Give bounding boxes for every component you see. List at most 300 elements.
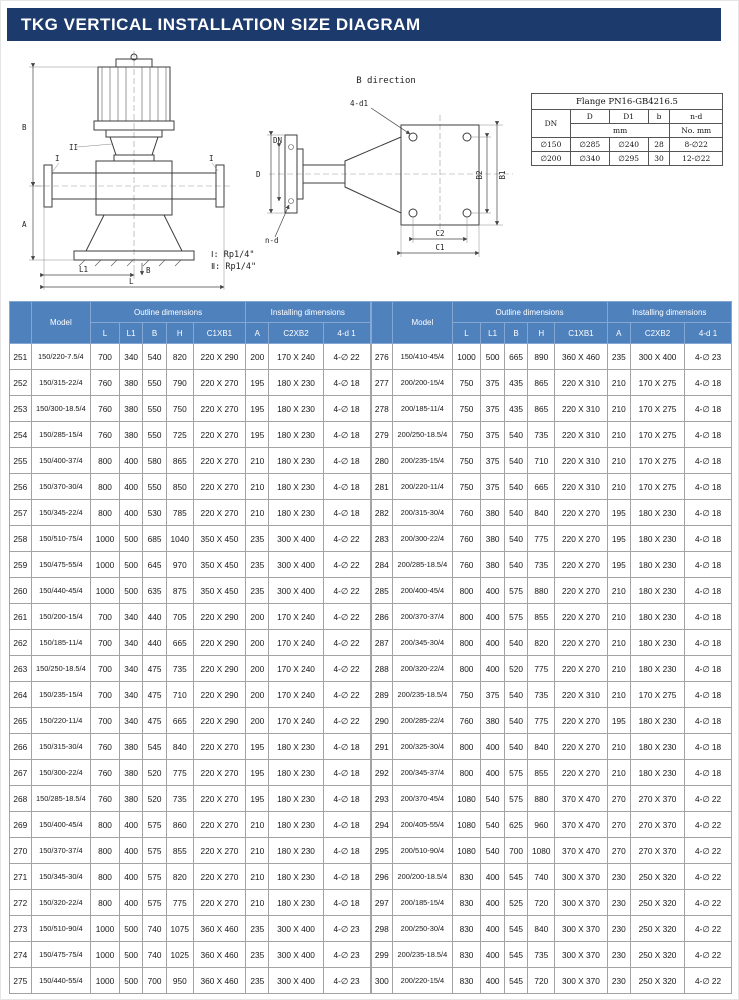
model-cell: 150/510-90/4 bbox=[31, 916, 90, 942]
dimension-value-cell: 865 bbox=[166, 448, 193, 474]
dimension-value-cell: 700 bbox=[91, 708, 120, 734]
dimension-value-cell: 760 bbox=[91, 396, 120, 422]
dim-B2-label: B2 bbox=[475, 170, 484, 180]
dimension-value-cell: 500 bbox=[119, 552, 142, 578]
dimension-value-cell: 540 bbox=[504, 682, 527, 708]
dimension-value-cell: 400 bbox=[481, 864, 504, 890]
row-number-cell: 289 bbox=[371, 682, 393, 708]
dimension-value-cell: 440 bbox=[143, 630, 166, 656]
dimension-value-cell: 230 bbox=[607, 942, 630, 968]
col-header-C2XB2: C2XB2 bbox=[269, 323, 323, 344]
dimension-value-cell: 4-∅ 18 bbox=[323, 890, 370, 916]
table-row bbox=[10, 708, 371, 734]
model-cell: 150/345-30/4 bbox=[31, 864, 90, 890]
dimension-value-cell: 250 X 320 bbox=[630, 942, 684, 968]
dimension-value-cell: 1000 bbox=[91, 526, 120, 552]
dimension-value-cell: 820 bbox=[166, 344, 193, 370]
col-header-4d1: 4-d 1 bbox=[323, 323, 370, 344]
table-row bbox=[10, 526, 371, 552]
dimension-value-cell: 380 bbox=[481, 526, 504, 552]
model-cell: 200/345-37/4 bbox=[393, 760, 452, 786]
flange-unit-nd: No. mm bbox=[670, 124, 723, 138]
dimension-value-cell: 700 bbox=[504, 838, 527, 864]
dim-C1-label: C1 bbox=[435, 243, 445, 252]
dimension-value-cell: 195 bbox=[246, 370, 269, 396]
dimension-value-cell: 1000 bbox=[91, 916, 120, 942]
dimension-value-cell: 4-∅ 22 bbox=[323, 344, 370, 370]
dimension-value-cell: 360 X 460 bbox=[193, 942, 245, 968]
dimension-value-cell: 220 X 290 bbox=[193, 708, 245, 734]
dimension-value-cell: 735 bbox=[528, 942, 555, 968]
col-header-L: L bbox=[452, 323, 481, 344]
dimension-value-cell: 540 bbox=[504, 526, 527, 552]
dimension-value-cell: 840 bbox=[528, 734, 555, 760]
dimension-value-cell: 750 bbox=[452, 474, 481, 500]
table-row bbox=[10, 578, 371, 604]
dimension-value-cell: 300 X 400 bbox=[269, 942, 323, 968]
dimension-value-cell: 4-∅ 22 bbox=[685, 838, 732, 864]
dim-DN-label: DN bbox=[273, 136, 283, 145]
model-cell: 200/220-11/4 bbox=[393, 474, 452, 500]
motor-fins bbox=[102, 67, 166, 121]
model-cell: 200/250-30/4 bbox=[393, 916, 452, 942]
flange-col-nd: n-d bbox=[670, 110, 723, 124]
installing-group-header: Installing dimensions bbox=[246, 302, 370, 323]
dimension-value-cell: 4-∅ 22 bbox=[323, 604, 370, 630]
dimension-value-cell: 855 bbox=[528, 604, 555, 630]
dimension-value-cell: 4-∅ 18 bbox=[323, 370, 370, 396]
dimension-value-cell: 270 bbox=[607, 786, 630, 812]
dimension-value-cell: 220 X 290 bbox=[193, 656, 245, 682]
dimension-value-cell: 740 bbox=[143, 942, 166, 968]
dimension-value-cell: 220 X 290 bbox=[193, 682, 245, 708]
dimension-value-cell: 180 X 230 bbox=[269, 734, 323, 760]
row-number-cell: 254 bbox=[10, 422, 32, 448]
row-number-cell: 263 bbox=[10, 656, 32, 682]
dimension-value-cell: 750 bbox=[452, 396, 481, 422]
dimension-value-cell: 760 bbox=[91, 422, 120, 448]
dimension-value-cell: 195 bbox=[246, 422, 269, 448]
row-number-cell: 280 bbox=[371, 448, 393, 474]
dimension-value-cell: 750 bbox=[452, 370, 481, 396]
table-row bbox=[371, 552, 732, 578]
dimension-value-cell: 790 bbox=[166, 370, 193, 396]
view-b-arrow-label: B bbox=[146, 266, 151, 275]
flange-col-d1: D1 bbox=[609, 110, 648, 124]
dimension-value-cell: 580 bbox=[143, 448, 166, 474]
dimension-value-cell: 4-∅ 22 bbox=[685, 942, 732, 968]
dimension-value-cell: 800 bbox=[452, 734, 481, 760]
flange-value-cell: 28 bbox=[648, 138, 670, 152]
dimension-value-cell: 340 bbox=[119, 708, 142, 734]
dimension-value-cell: 4-∅ 23 bbox=[685, 344, 732, 370]
flange-bolt-hole bbox=[289, 199, 294, 204]
dimension-value-cell: 210 bbox=[607, 422, 630, 448]
table-row bbox=[10, 630, 371, 656]
dimension-value-cell: 575 bbox=[143, 838, 166, 864]
model-cell: 200/220-15/4 bbox=[393, 968, 452, 994]
dimension-value-cell: 380 bbox=[119, 760, 142, 786]
model-cell: 150/400-45/4 bbox=[31, 812, 90, 838]
dimension-value-cell: 4-∅ 18 bbox=[685, 760, 732, 786]
dimension-value-cell: 220 X 270 bbox=[555, 734, 607, 760]
dimension-value-cell: 180 X 230 bbox=[269, 396, 323, 422]
dimension-value-cell: 220 X 290 bbox=[193, 344, 245, 370]
table-row bbox=[371, 734, 732, 760]
dimension-value-cell: 540 bbox=[504, 422, 527, 448]
table-row bbox=[371, 396, 732, 422]
col-header-L: L bbox=[91, 323, 120, 344]
dimension-value-cell: 300 X 370 bbox=[555, 916, 607, 942]
table-row bbox=[371, 968, 732, 994]
dimension-value-cell: 4-∅ 22 bbox=[323, 656, 370, 682]
dimension-value-cell: 350 X 450 bbox=[193, 578, 245, 604]
col-header-C1XB1: C1XB1 bbox=[555, 323, 607, 344]
dimension-value-cell: 220 X 270 bbox=[193, 786, 245, 812]
row-number-cell: 279 bbox=[371, 422, 393, 448]
dimension-value-cell: 340 bbox=[119, 682, 142, 708]
dimension-value-cell: 270 bbox=[607, 812, 630, 838]
dimension-value-cell: 475 bbox=[143, 682, 166, 708]
dimension-table-left bbox=[9, 301, 371, 994]
dimension-value-cell: 880 bbox=[528, 578, 555, 604]
dimension-value-cell: 210 bbox=[607, 370, 630, 396]
table-row bbox=[10, 500, 371, 526]
model-header: Model bbox=[393, 302, 452, 344]
dimension-value-cell: 575 bbox=[143, 890, 166, 916]
dimension-value-cell: 820 bbox=[166, 864, 193, 890]
dimension-value-cell: 1025 bbox=[166, 942, 193, 968]
dimension-value-cell: 4-∅ 18 bbox=[685, 578, 732, 604]
dimension-value-cell: 340 bbox=[119, 656, 142, 682]
dimension-value-cell: 830 bbox=[452, 864, 481, 890]
table-row bbox=[371, 422, 732, 448]
dimension-value-cell: 960 bbox=[528, 812, 555, 838]
dimension-value-cell: 200 bbox=[246, 630, 269, 656]
dimension-value-cell: 760 bbox=[91, 370, 120, 396]
table-row bbox=[371, 942, 732, 968]
installing-group-header: Installing dimensions bbox=[607, 302, 731, 323]
dimension-value-cell: 210 bbox=[607, 448, 630, 474]
dimension-value-cell: 800 bbox=[91, 890, 120, 916]
model-cell: 200/185-15/4 bbox=[393, 890, 452, 916]
dimension-value-cell: 735 bbox=[528, 422, 555, 448]
dimension-value-cell: 300 X 400 bbox=[630, 344, 684, 370]
dimension-value-cell: 375 bbox=[481, 370, 504, 396]
mount-hole bbox=[463, 209, 471, 217]
model-cell: 150/315-22/4 bbox=[31, 370, 90, 396]
dimension-value-cell: 170 X 240 bbox=[269, 604, 323, 630]
dimension-value-cell: 710 bbox=[528, 448, 555, 474]
dimension-value-cell: 1080 bbox=[528, 838, 555, 864]
dimension-value-cell: 300 X 400 bbox=[269, 916, 323, 942]
dimension-value-cell: 545 bbox=[143, 734, 166, 760]
dimension-value-cell: 235 bbox=[246, 578, 269, 604]
dimension-value-cell: 210 bbox=[607, 396, 630, 422]
dimension-value-cell: 380 bbox=[119, 786, 142, 812]
dimension-value-cell: 4-∅ 18 bbox=[323, 422, 370, 448]
table-row bbox=[10, 890, 371, 916]
dimension-value-cell: 380 bbox=[481, 708, 504, 734]
row-number-cell: 268 bbox=[10, 786, 32, 812]
flange-col-d: D bbox=[570, 110, 609, 124]
dimension-value-cell: 235 bbox=[246, 526, 269, 552]
dimension-value-cell: 1080 bbox=[452, 812, 481, 838]
dimension-value-cell: 4-∅ 18 bbox=[685, 682, 732, 708]
dimension-value-cell: 4-∅ 22 bbox=[323, 552, 370, 578]
dimension-value-cell: 850 bbox=[166, 474, 193, 500]
model-cell: 200/235-18.5/4 bbox=[393, 682, 452, 708]
dimension-value-cell: 180 X 230 bbox=[630, 630, 684, 656]
dn-cell: ∅200 bbox=[532, 152, 571, 166]
dimension-value-cell: 545 bbox=[504, 864, 527, 890]
model-cell: 200/370-45/4 bbox=[393, 786, 452, 812]
corner-header bbox=[10, 302, 32, 344]
dimension-value-cell: 200 bbox=[246, 604, 269, 630]
hole-callout-label: 4-d1 bbox=[349, 99, 369, 108]
row-number-cell: 264 bbox=[10, 682, 32, 708]
dimension-value-cell: 170 X 275 bbox=[630, 448, 684, 474]
dimension-value-cell: 760 bbox=[452, 552, 481, 578]
model-cell: 150/285-18.5/4 bbox=[31, 786, 90, 812]
dimension-value-cell: 220 X 310 bbox=[555, 370, 607, 396]
model-cell: 150/345-22/4 bbox=[31, 500, 90, 526]
table-row bbox=[10, 370, 371, 396]
dimension-value-cell: 220 X 270 bbox=[555, 526, 607, 552]
dimension-value-cell: 735 bbox=[166, 786, 193, 812]
row-number-cell: 285 bbox=[371, 578, 393, 604]
dimension-value-cell: 220 X 310 bbox=[555, 448, 607, 474]
dimension-value-cell: 4-∅ 23 bbox=[323, 942, 370, 968]
table-row bbox=[10, 942, 371, 968]
dimension-value-cell: 200 bbox=[246, 344, 269, 370]
col-header-C2XB2: C2XB2 bbox=[630, 323, 684, 344]
dimension-value-cell: 195 bbox=[607, 526, 630, 552]
row-number-cell: 251 bbox=[10, 344, 32, 370]
dimension-value-cell: 720 bbox=[528, 890, 555, 916]
flange-value-cell: 12-∅22 bbox=[670, 152, 723, 166]
dimension-value-cell: 545 bbox=[504, 968, 527, 994]
row-number-cell: 281 bbox=[371, 474, 393, 500]
dimension-value-cell: 220 X 270 bbox=[193, 422, 245, 448]
dimension-value-cell: 800 bbox=[452, 656, 481, 682]
dimension-value-cell: 4-∅ 18 bbox=[323, 838, 370, 864]
dim-C2-label: C2 bbox=[435, 229, 445, 238]
table-row bbox=[371, 682, 732, 708]
dimension-value-cell: 380 bbox=[481, 552, 504, 578]
ground-hatching bbox=[79, 260, 181, 266]
dimension-value-cell: 170 X 240 bbox=[269, 344, 323, 370]
dimension-value-cell: 4-∅ 22 bbox=[685, 968, 732, 994]
dimension-value-cell: 820 bbox=[528, 630, 555, 656]
model-cell: 150/235-15/4 bbox=[31, 682, 90, 708]
model-cell: 200/325-30/4 bbox=[393, 734, 452, 760]
model-cell: 150/440-55/4 bbox=[31, 968, 90, 994]
dimension-value-cell: 180 X 230 bbox=[630, 656, 684, 682]
dimension-value-cell: 220 X 270 bbox=[193, 734, 245, 760]
dimension-value-cell: 4-∅ 18 bbox=[323, 734, 370, 760]
model-cell: 200/400-45/4 bbox=[393, 578, 452, 604]
dimension-value-cell: 375 bbox=[481, 396, 504, 422]
dimension-value-cell: 340 bbox=[119, 604, 142, 630]
model-cell: 150/410-45/4 bbox=[393, 344, 452, 370]
dimension-value-cell: 950 bbox=[166, 968, 193, 994]
table-row bbox=[371, 812, 732, 838]
mount-hole bbox=[463, 133, 471, 141]
dimension-value-cell: 1000 bbox=[91, 942, 120, 968]
dimension-value-cell: 830 bbox=[452, 916, 481, 942]
row-number-cell: 277 bbox=[371, 370, 393, 396]
dimension-value-cell: 235 bbox=[246, 942, 269, 968]
dimension-value-cell: 4-∅ 18 bbox=[685, 708, 732, 734]
model-cell: 200/200-15/4 bbox=[393, 370, 452, 396]
dimension-value-cell: 220 X 270 bbox=[555, 552, 607, 578]
dimension-value-cell: 645 bbox=[143, 552, 166, 578]
dimension-value-cell: 180 X 230 bbox=[269, 890, 323, 916]
dimension-value-cell: 340 bbox=[119, 630, 142, 656]
col-header-C1XB1: C1XB1 bbox=[193, 323, 245, 344]
dimension-value-cell: 800 bbox=[452, 630, 481, 656]
dimension-value-cell: 855 bbox=[166, 838, 193, 864]
table-row bbox=[10, 838, 371, 864]
dimension-value-cell: 830 bbox=[452, 942, 481, 968]
dimension-value-cell: 840 bbox=[528, 916, 555, 942]
dimension-value-cell: 300 X 370 bbox=[555, 942, 607, 968]
dimension-value-cell: 1040 bbox=[166, 526, 193, 552]
dimension-value-cell: 735 bbox=[166, 656, 193, 682]
mount-hole bbox=[409, 209, 417, 217]
col-header-H: H bbox=[528, 323, 555, 344]
model-cell: 150/285-15/4 bbox=[31, 422, 90, 448]
dimension-value-cell: 180 X 230 bbox=[630, 500, 684, 526]
dimension-value-cell: 575 bbox=[504, 786, 527, 812]
row-number-cell: 265 bbox=[10, 708, 32, 734]
dimension-value-cell: 4-∅ 18 bbox=[685, 630, 732, 656]
dimension-value-cell: 220 X 270 bbox=[555, 500, 607, 526]
nd-callout-label: n-d bbox=[265, 236, 279, 245]
dimension-value-cell: 170 X 240 bbox=[269, 656, 323, 682]
dimension-value-cell: 1000 bbox=[452, 344, 481, 370]
dimension-value-cell: 775 bbox=[528, 526, 555, 552]
dimension-value-cell: 800 bbox=[91, 838, 120, 864]
dimension-value-cell: 4-∅ 18 bbox=[685, 448, 732, 474]
dimension-value-cell: 750 bbox=[452, 682, 481, 708]
dimension-value-cell: 195 bbox=[607, 708, 630, 734]
dimension-value-cell: 4-∅ 18 bbox=[685, 734, 732, 760]
dimension-value-cell: 220 X 270 bbox=[193, 812, 245, 838]
dimension-value-cell: 360 X 460 bbox=[193, 968, 245, 994]
table-row bbox=[371, 760, 732, 786]
dimension-value-cell: 4-∅ 18 bbox=[685, 526, 732, 552]
dimension-value-cell: 500 bbox=[119, 526, 142, 552]
table-row bbox=[371, 838, 732, 864]
dimension-value-cell: 550 bbox=[143, 422, 166, 448]
table-row bbox=[10, 422, 371, 448]
dimension-value-cell: 785 bbox=[166, 500, 193, 526]
dimension-value-cell: 550 bbox=[143, 474, 166, 500]
dimension-value-cell: 970 bbox=[166, 552, 193, 578]
dimension-value-cell: 170 X 240 bbox=[269, 682, 323, 708]
row-number-cell: 293 bbox=[371, 786, 393, 812]
dimension-value-cell: 710 bbox=[166, 682, 193, 708]
dimension-value-cell: 210 bbox=[607, 578, 630, 604]
port-note-2: Ⅱ: Rp1/4" bbox=[211, 262, 257, 272]
table-row bbox=[10, 474, 371, 500]
dimension-value-cell: 840 bbox=[166, 734, 193, 760]
model-cell: 200/320-22/4 bbox=[393, 656, 452, 682]
row-number-cell: 274 bbox=[10, 942, 32, 968]
model-cell: 150/315-30/4 bbox=[31, 734, 90, 760]
col-header-L1: L1 bbox=[119, 323, 142, 344]
model-cell: 150/220-11/4 bbox=[31, 708, 90, 734]
port-I-label-left: I bbox=[55, 154, 60, 163]
dimension-value-cell: 230 bbox=[607, 968, 630, 994]
dimension-value-cell: 475 bbox=[143, 656, 166, 682]
dimension-value-cell: 760 bbox=[452, 500, 481, 526]
dimension-value-cell: 760 bbox=[91, 734, 120, 760]
dimension-value-cell: 440 bbox=[143, 604, 166, 630]
dimension-value-cell: 500 bbox=[119, 968, 142, 994]
dim-L1-label: L1 bbox=[79, 265, 89, 274]
table-row bbox=[10, 656, 371, 682]
dimension-value-cell: 220 X 310 bbox=[555, 682, 607, 708]
dimension-value-cell: 840 bbox=[528, 500, 555, 526]
dimension-value-cell: 220 X 310 bbox=[555, 396, 607, 422]
col-header-H: H bbox=[166, 323, 193, 344]
dimension-value-cell: 575 bbox=[504, 578, 527, 604]
table-row bbox=[371, 500, 732, 526]
dimension-value-cell: 170 X 275 bbox=[630, 396, 684, 422]
dimension-value-cell: 800 bbox=[91, 864, 120, 890]
row-number-cell: 272 bbox=[10, 890, 32, 916]
dimension-value-cell: 735 bbox=[528, 552, 555, 578]
row-number-cell: 261 bbox=[10, 604, 32, 630]
dimension-value-cell: 4-∅ 22 bbox=[323, 630, 370, 656]
dimension-value-cell: 210 bbox=[607, 734, 630, 760]
table-row bbox=[10, 396, 371, 422]
col-header-A: A bbox=[246, 323, 269, 344]
dimension-value-cell: 540 bbox=[504, 708, 527, 734]
table-row bbox=[371, 890, 732, 916]
dimension-value-cell: 300 X 400 bbox=[269, 578, 323, 604]
dimension-value-cell: 4-∅ 18 bbox=[685, 656, 732, 682]
dimension-value-cell: 545 bbox=[504, 942, 527, 968]
dimension-value-cell: 210 bbox=[607, 474, 630, 500]
dimension-value-cell: 210 bbox=[246, 448, 269, 474]
model-cell: 200/235-18.5/4 bbox=[393, 942, 452, 968]
dimension-value-cell: 380 bbox=[119, 396, 142, 422]
outline-group-header: Outline dimensions bbox=[452, 302, 607, 323]
dimension-value-cell: 550 bbox=[143, 396, 166, 422]
flange-row bbox=[532, 138, 723, 152]
col-header-4d1: 4-d 1 bbox=[685, 323, 732, 344]
dimension-value-cell: 1000 bbox=[91, 968, 120, 994]
model-cell: 200/235-15/4 bbox=[393, 448, 452, 474]
b-direction-view-drawing bbox=[251, 73, 521, 283]
dimension-value-cell: 1000 bbox=[91, 578, 120, 604]
dn-cell: ∅150 bbox=[532, 138, 571, 152]
flange-col-dn: DN bbox=[532, 110, 571, 138]
row-number-cell: 258 bbox=[10, 526, 32, 552]
dimension-value-cell: 685 bbox=[143, 526, 166, 552]
dimension-value-cell: 700 bbox=[143, 968, 166, 994]
table-row bbox=[10, 968, 371, 994]
table-row bbox=[10, 552, 371, 578]
dimension-value-cell: 380 bbox=[119, 422, 142, 448]
table-row bbox=[371, 656, 732, 682]
dimension-value-cell: 1075 bbox=[166, 916, 193, 942]
dimension-value-cell: 4-∅ 18 bbox=[323, 786, 370, 812]
